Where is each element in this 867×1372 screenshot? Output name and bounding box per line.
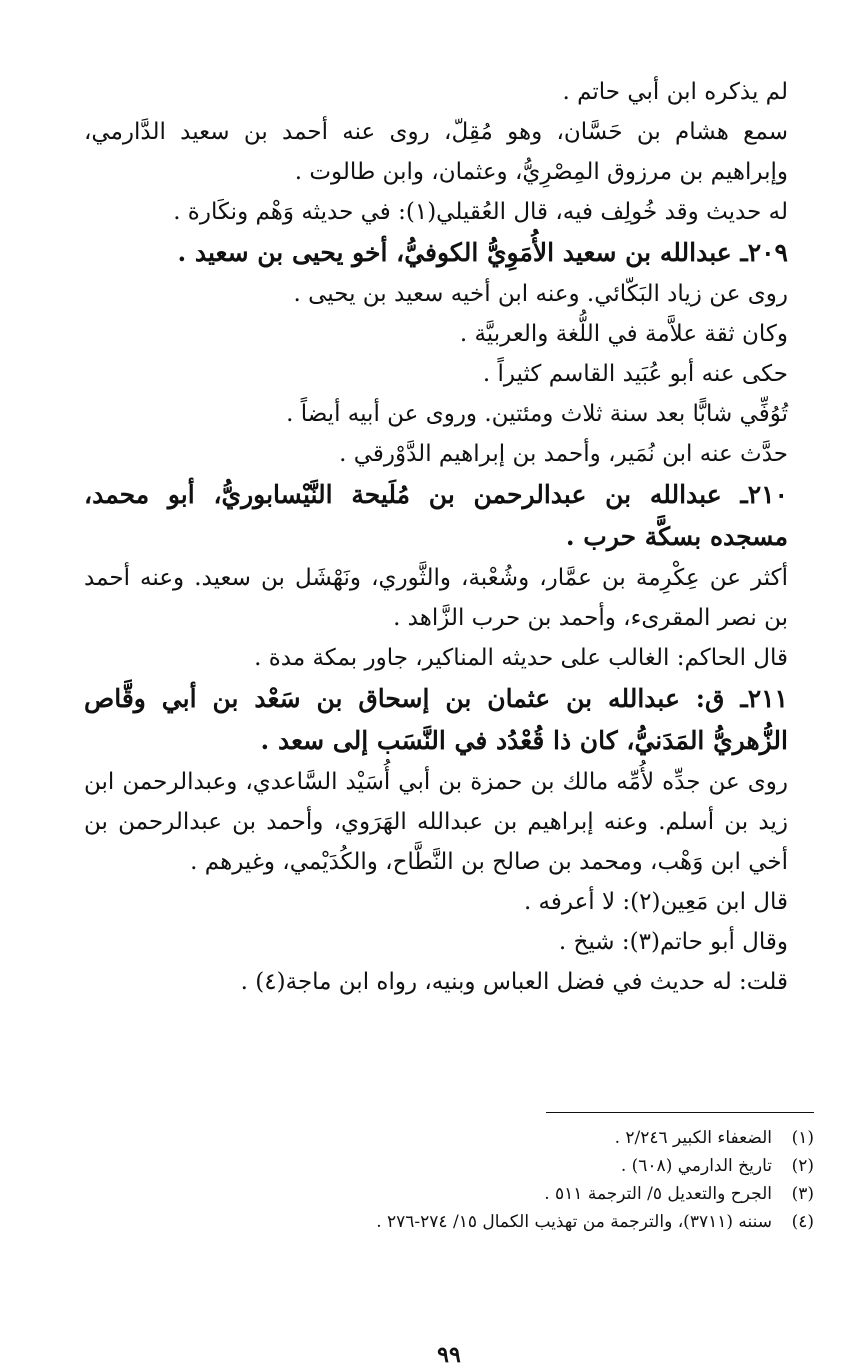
text-line: وكان ثقة علاَّمة في اللُّغة والعربيَّة . [459,321,788,347]
footnote-text: الجرح والتعديل ٥/ الترجمة ٥١١ . [544,1184,772,1204]
footnote-item [84,1124,814,1152]
text-line: له حديث وقد خُولِف فيه، قال العُقيلي(١): في حديثه وَهْم ونكَارة . [173,199,788,225]
footnote-divider [546,1112,814,1113]
text-line: سمع هشام بن حَسَّان، وهو مُقِلّ، روى عنه أحمد بن سعيد الدَّارمي، وإبراهيم بن مرزوق المِصْرِيُّ، وعثمان، وابن طالوت . [84,119,788,185]
footnote-text: الضعفاء الكبير ٢/٢٤٦ . [614,1128,772,1148]
text-line: روى عن زياد البَكّائي. وعنه ابن أخيه سعيد بن يحيى . [293,281,788,307]
text-line: روى عن جدِّه لأُمِّه مالك بن حمزة بن أبي أُسَيْد السَّاعدي، وعبدالرحمن ابن زيد بن أسلم. وعنه إبراهيم بن عبدالله الهَرَوي، وأحمد بن عبدالرحمن بن أخي ابن وَهْب، ومحمد بن صالح بن النَّطَّاح، والكُدَيْمي، وغيرهم . [84,769,788,875]
text-line: حدَّث عنه ابن نُمَير، وأحمد بن إبراهيم الدَّوْرقي . [339,441,788,467]
text-line: أكثر عن عِكْرِمة بن عمَّار، وشُعْبة، والثَّوري، ونَهْشَل بن سعيد. وعنه أحمد بن نصر المقرىء، وأحمد بن حرب الزَّاهد . [84,565,788,631]
text-line: وقال أبو حاتم(٣): شيخ . [558,929,788,955]
entry-heading-210: ٢١٠ـ عبدالله بن عبدالرحمن بن مُلَيحة النَّيْسابوريُّ، أبو محمد، مسجده بسكَّة حرب . [84,480,788,551]
footnote-number: (٢) [791,1156,814,1176]
footnote-item [84,1180,814,1208]
footnote-number: (٤) [791,1212,814,1232]
main-text [84,72,814,1002]
text-line: لم يذكره ابن أبي حاتم . [562,79,788,105]
text-line: تُوُفِّي شابًّا بعد سنة ثلاث ومئتين. وروى عن أبيه أيضاً . [286,401,788,427]
footnote-text: تاريخ الدارمي (٦٠٨) . [620,1156,772,1176]
page-number: ٩٩ [437,1342,461,1368]
text-line: قال الحاكم: الغالب على حديثه المناكير، جاور بمكة مدة . [254,645,788,671]
footnote-item [84,1152,814,1180]
footnote-number: (٣) [791,1184,814,1204]
entry-heading-209: ٢٠٩ـ عبدالله بن سعيد الأُمَوِيُّ الكوفيُّ، أخو يحيى بن سعيد . [177,238,788,267]
book-page [84,72,814,1368]
text-line: قلت: له حديث في فضل العباس وبنيه، رواه ابن ماجة(٤) . [240,969,788,995]
footnote-text: سننه (٣٧١١)، والترجمة من تهذيب الكمال ١٥/ ٢٧٤-٢٧٦ . [376,1212,772,1232]
text-line: حكى عنه أبو عُبَيد القاسم كثيراً . [482,361,788,387]
entry-heading-211: ٢١١ـ ق: عبدالله بن عثمان بن إسحاق بن سَعْد بن أبي وقَّاص الزُّهريُّ المَدَنيُّ، كان ذا قُعْدُد في النَّسَب إلى سعد . [84,684,788,755]
footnote-item [84,1208,814,1236]
footnote-number: (١) [791,1128,814,1148]
text-line: قال ابن مَعِين(٢): لا أعرفه . [523,889,788,915]
footnotes [84,1124,814,1236]
